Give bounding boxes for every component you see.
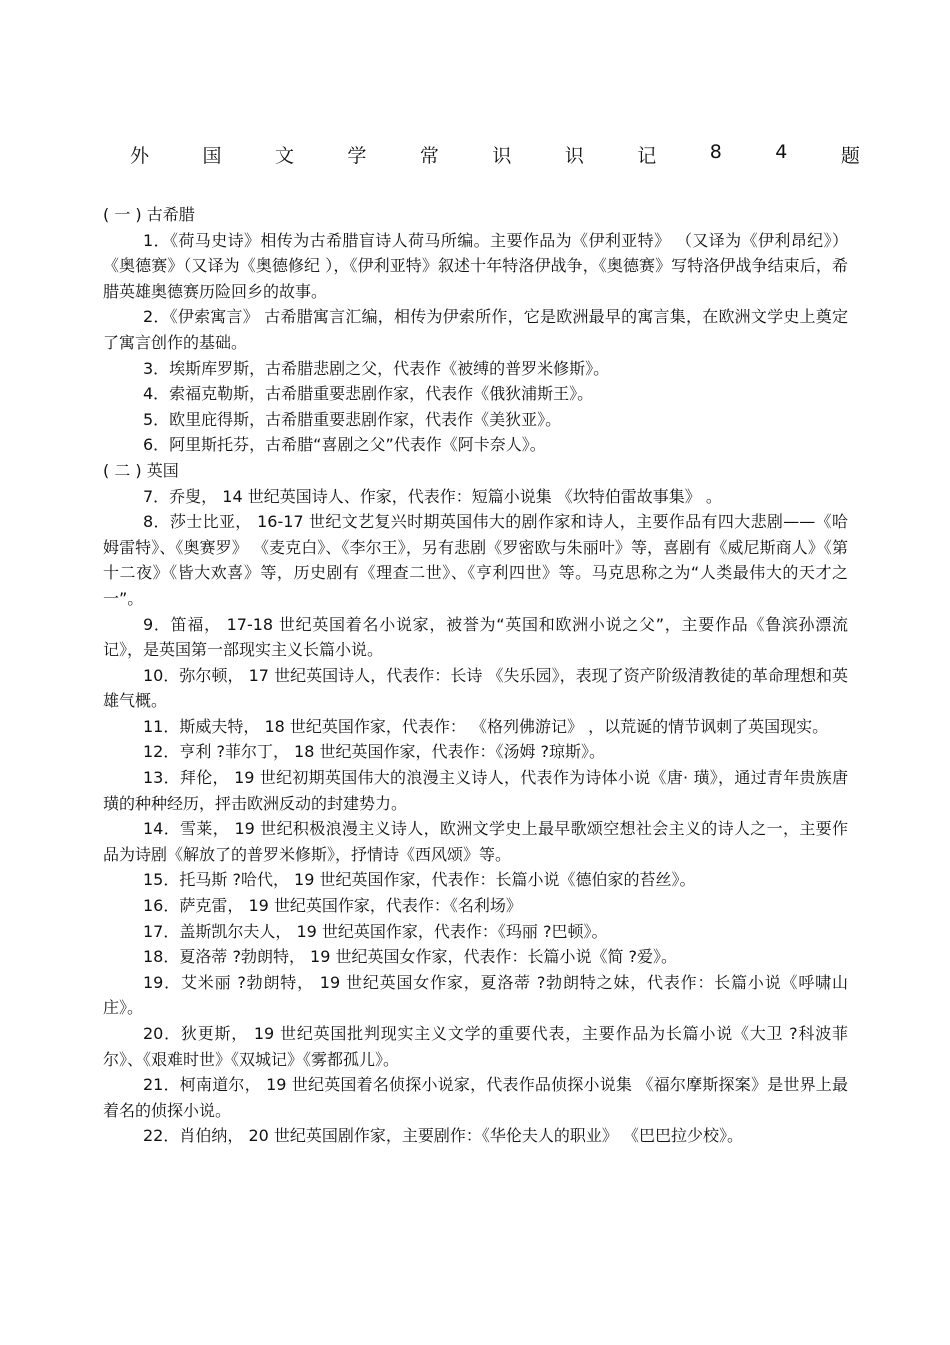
list-item: 5．欧里庇得斯，古希腊重要悲剧作家，代表作《美狄亚》。 xyxy=(143,409,562,429)
title-char: 国 xyxy=(202,145,222,167)
list-item: 7．乔叟， 14 世纪英国诗人、作家，代表作：短篇小说集 《坎特伯雷故事集》 。 xyxy=(143,486,722,506)
list-item: 10．弥尔顿， 17 世纪英国诗人，代表作：长诗 《失乐园》，表现了资产阶级清教徒的革命理想和英雄气概。 xyxy=(103,665,848,711)
document-title xyxy=(130,141,860,168)
title-char: 题 xyxy=(840,145,860,167)
list-item: 21．柯南道尔， 19 世纪英国着名侦探小说家，代表作品侦探小说集 《福尔摩斯探案》是世界上最着名的侦探小说。 xyxy=(103,1075,848,1120)
title-char: 4 xyxy=(775,141,788,163)
list-item: 4．索福克勒斯，古希腊重要悲剧作家，代表作《俄狄浦斯王》。 xyxy=(143,384,594,404)
list-item: 19．艾米丽 ?勃朗特， 19 世纪英国女作家，夏洛蒂 ?勃朗特之妹，代表作：长篇小说《呼啸山庄》。 xyxy=(103,972,848,1018)
title-char: 学 xyxy=(347,145,367,167)
list-item: 8．莎士比亚， 16-17 世纪文艺复兴时期英国伟大的剧作家和诗人，主要作品有四大悲剧——《哈姆雷特》、《奥赛罗》 《麦克白》、《李尔王》，另有悲剧《罗密欧与朱丽叶》等，喜剧有《威尼斯商人》《第十二夜》《皆大欢喜》等，历史剧有《理查二世》、《亨利四世》等。马克思称之为“人类最伟大的天才之一”。 xyxy=(103,512,848,608)
title-char: 常 xyxy=(419,145,439,167)
list-item: 9．笛福， 17-18 世纪英国着名小说家，被誉为“英国和欧洲小说之父”，主要作品《鲁滨孙漂流记》，是英国第一部现实主义长篇小说。 xyxy=(103,614,848,660)
list-item: 22．肖伯纳， 20 世纪英国剧作家，主要剧作：《华伦夫人的职业》 《巴巴拉少校》。 xyxy=(143,1126,743,1146)
title-char: 8 xyxy=(709,141,722,163)
list-item: 17．盖斯凯尔夫人， 19 世纪英国作家，代表作：《玛丽 ?巴顿》。 xyxy=(143,921,608,941)
title-char: 文 xyxy=(274,145,294,167)
list-item: 14．雪莱， 19 世纪积极浪漫主义诗人，欧洲文学史上最早歌颂空想社会主义的诗人之一，主要作品为诗剧《解放了的普罗米修斯》，抒情诗《西风颂》等。 xyxy=(103,819,848,864)
section-heading-greece: ( 一 ) 古希腊 xyxy=(103,205,195,224)
list-item: 16．萨克雷， 19 世纪英国作家，代表作：《名利场》 xyxy=(143,896,522,916)
list-item: 1．《荷马史诗》相传为古希腊盲诗人荷马所编。主要作品为《伊利亚特》 （又译为《伊利昂纪》）《奥德赛》（又译为《奥德修纪 ），《伊利亚特》叙述十年特洛伊战争，《奥德赛》写特洛伊战争结束后，希腊英雄奥德赛历险回乡的故事。 xyxy=(103,230,848,301)
title-char: 记 xyxy=(637,145,657,167)
section-heading-britain: ( 二 ) 英国 xyxy=(103,460,179,480)
list-item: 11．斯威夫特， 18 世纪英国作家，代表作： 《格列佛游记》 ，以荒诞的情节讽刺了英国现实。 xyxy=(143,716,829,736)
title-char: 识 xyxy=(564,145,584,167)
list-item: 20．狄更斯， 19 世纪英国批判现实主义文学的重要代表，主要作品为长篇小说《大卫 ?科波菲尔》、《艰难时世》《双城记》《雾都孤儿》。 xyxy=(103,1024,848,1069)
title-char: 识 xyxy=(492,145,512,167)
document-body xyxy=(103,202,848,1149)
list-item: 15．托马斯 ?哈代， 19 世纪英国作家，代表作：长篇小说《德伯家的苔丝》。 xyxy=(143,870,696,890)
title-char: 外 xyxy=(130,145,150,167)
list-item: 18．夏洛蒂 ?勃朗特， 19 世纪英国女作家，代表作：长篇小说《简 ?爱》。 xyxy=(143,947,678,967)
list-item: 6．阿里斯托芬，古希腊“喜剧之父”代表作《阿卡奈人》。 xyxy=(143,435,546,455)
list-item: 12．亨利 ?菲尔丁， 18 世纪英国作家，代表作：《汤姆 ?琼斯》。 xyxy=(143,742,606,762)
list-item: 2．《伊索寓言》 古希腊寓言汇编，相传为伊索所作，它是欧洲最早的寓言集，在欧洲文学史上奠定了寓言创作的基础。 xyxy=(103,307,848,352)
list-item: 13．拜伦， 19 世纪初期英国伟大的浪漫主义诗人，代表作为诗体小说《唐· 璜》，通过青年贵族唐璜的种种经历，抨击欧洲反动的封建势力。 xyxy=(103,768,848,813)
list-item: 3．埃斯库罗斯，古希腊悲剧之父，代表作《被缚的普罗米修斯》。 xyxy=(143,358,610,378)
